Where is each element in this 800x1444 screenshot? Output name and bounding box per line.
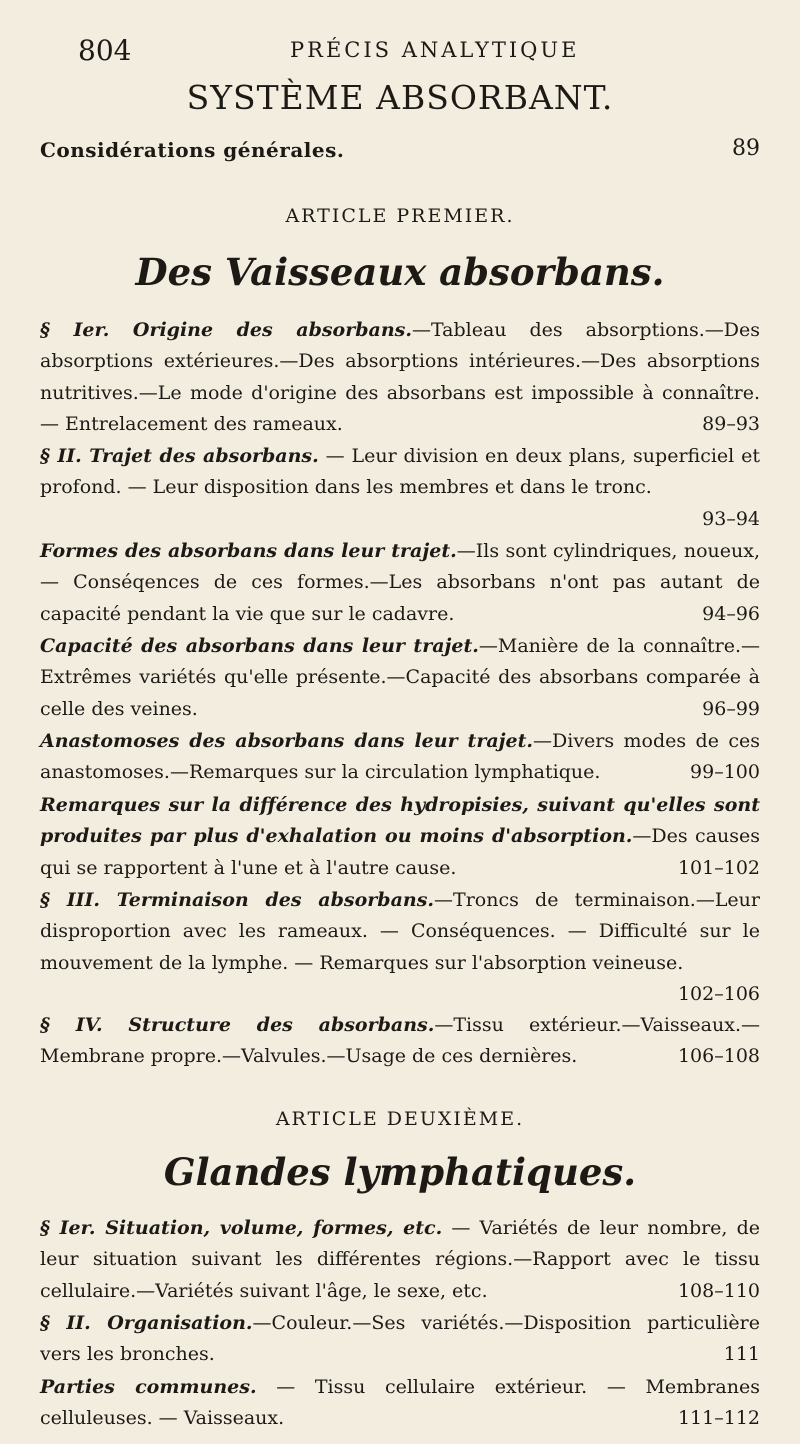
considerations-page-ref: 89	[732, 136, 760, 161]
considerations-heading: Considérations générales.	[40, 138, 345, 162]
entry-text: —Ils sont cylindriques, noueux, — Conséqences de ces formes.—Les absorbans n'ont pas autant de capacité pendant la vie que sur le cadavre.	[40, 540, 760, 625]
entry-label: § IV. Structure des absorbans.	[40, 1014, 435, 1036]
entry-text: —Troncs de terminaison.—Leur disproportion avec les rameaux. — Conséquences. — Difficulté sur le mouvement de la lymphe. — Remarques sur l'absorption veineuse.	[40, 889, 760, 974]
entry-label: § II. Organisation.	[40, 1312, 253, 1334]
entry-capacite	[40, 631, 760, 725]
entry-text: — Leur division en deux plans, superficiel et profond. — Leur disposition dans les membres et dans le tronc.	[40, 445, 760, 499]
entry-page-ref: 96–99	[702, 697, 760, 720]
article-2-title: Glandes lymphatiques.	[163, 1150, 637, 1194]
entry-label: § Ier. Origine des absorbans.	[40, 319, 412, 341]
entry-label: § III. Terminaison des absorbans.	[40, 889, 435, 911]
entry-text: — Variétés de leur nombre, de leur situation suivant les différentes régions.—Rapport avec le tissu cellulaire.—Variétés suivant l'âge, le sexe, etc.	[40, 1217, 761, 1302]
entry-structure	[40, 1010, 760, 1073]
entry-text: —Couleur.—Ses variétés.—Disposition particulière vers les bronches.	[40, 1312, 760, 1366]
running-header	[0, 0, 800, 67]
entry-page-ref: 102–106	[677, 983, 760, 1006]
entry-text: — Tissu cellulaire extérieur. — Membranes celluleuses. — Vaisseaux.	[40, 1376, 760, 1430]
entry-page-ref: 101–102	[677, 856, 760, 879]
entry-formes	[40, 536, 760, 630]
entry-page-ref: 93–94	[702, 507, 760, 530]
entry-page-ref: 111	[723, 1343, 760, 1366]
entry-page-ref: 89–93	[702, 413, 760, 436]
entry-label: Anastomoses des absorbans dans leur trajet.	[40, 730, 534, 752]
entry-label: § Ier. Situation, volume, formes, etc.	[40, 1217, 443, 1239]
entry-label: Capacité des absorbans dans leur trajet.	[40, 635, 479, 657]
entry-page-ref: 106–108	[677, 1045, 760, 1068]
entry-remarques	[40, 790, 760, 884]
entry-text: —Manière de la connaître.—Extrêmes variétés qu'elle présente.—Capacité des absorbans comparée à celle des veines.	[40, 635, 760, 720]
article-2-heading: ARTICLE DEUXIÈME.	[275, 1108, 525, 1130]
entry-text: —Des causes qui se rapportent à l'une et à l'autre cause.	[40, 825, 760, 879]
article-1-heading: ARTICLE PREMIER.	[285, 205, 515, 227]
entry-label: § II. Trajet des absorbans.	[40, 445, 319, 467]
entry-label: Parties communes.	[40, 1376, 257, 1398]
entry-page-ref: 108–110	[677, 1279, 760, 1302]
entry-organisation	[40, 1308, 760, 1371]
entry-terminaison	[40, 885, 760, 1011]
entry-trajet	[40, 441, 760, 535]
entry-page-ref: 99–100	[690, 761, 760, 784]
section-title: SYSTÈME ABSORBANT.	[186, 78, 614, 117]
entry-text: —Tissu extérieur.—Vaisseaux.—Membrane propre.—Valvules.—Usage de ces dernières.	[40, 1014, 760, 1068]
running-title: PRÉCIS ANALYTIQUE	[290, 38, 580, 62]
entry-page-ref: 94–96	[702, 602, 760, 625]
entry-origine	[40, 315, 760, 441]
entry-label: Remarques sur la différence des hydropisies, suivant qu'elles sont produites par plus d'exhalation ou moins d'absorption.	[40, 794, 760, 848]
entry-text: —Divers modes de ces anastomoses.—Remarques sur la circulation lymphatique.	[40, 730, 761, 784]
entry-label: Formes des absorbans dans leur trajet.	[40, 540, 457, 562]
entry-text: —Tableau des absorptions.—Des absorptions extérieures.—Des absorptions intérieures.—Des absorptions nutritives.—Le mode d'origine des absorbans est impossible à connaître. — Entrelacement des rameaux.	[40, 319, 760, 436]
page-number: 804	[78, 34, 132, 67]
entry-anastomoses	[40, 726, 760, 789]
entry-page-ref: 111–112	[677, 1407, 760, 1430]
entry-situation	[40, 1213, 760, 1307]
entry-parties-communes	[40, 1372, 760, 1435]
article-1-title: Des Vaisseaux absorbans.	[135, 250, 665, 294]
